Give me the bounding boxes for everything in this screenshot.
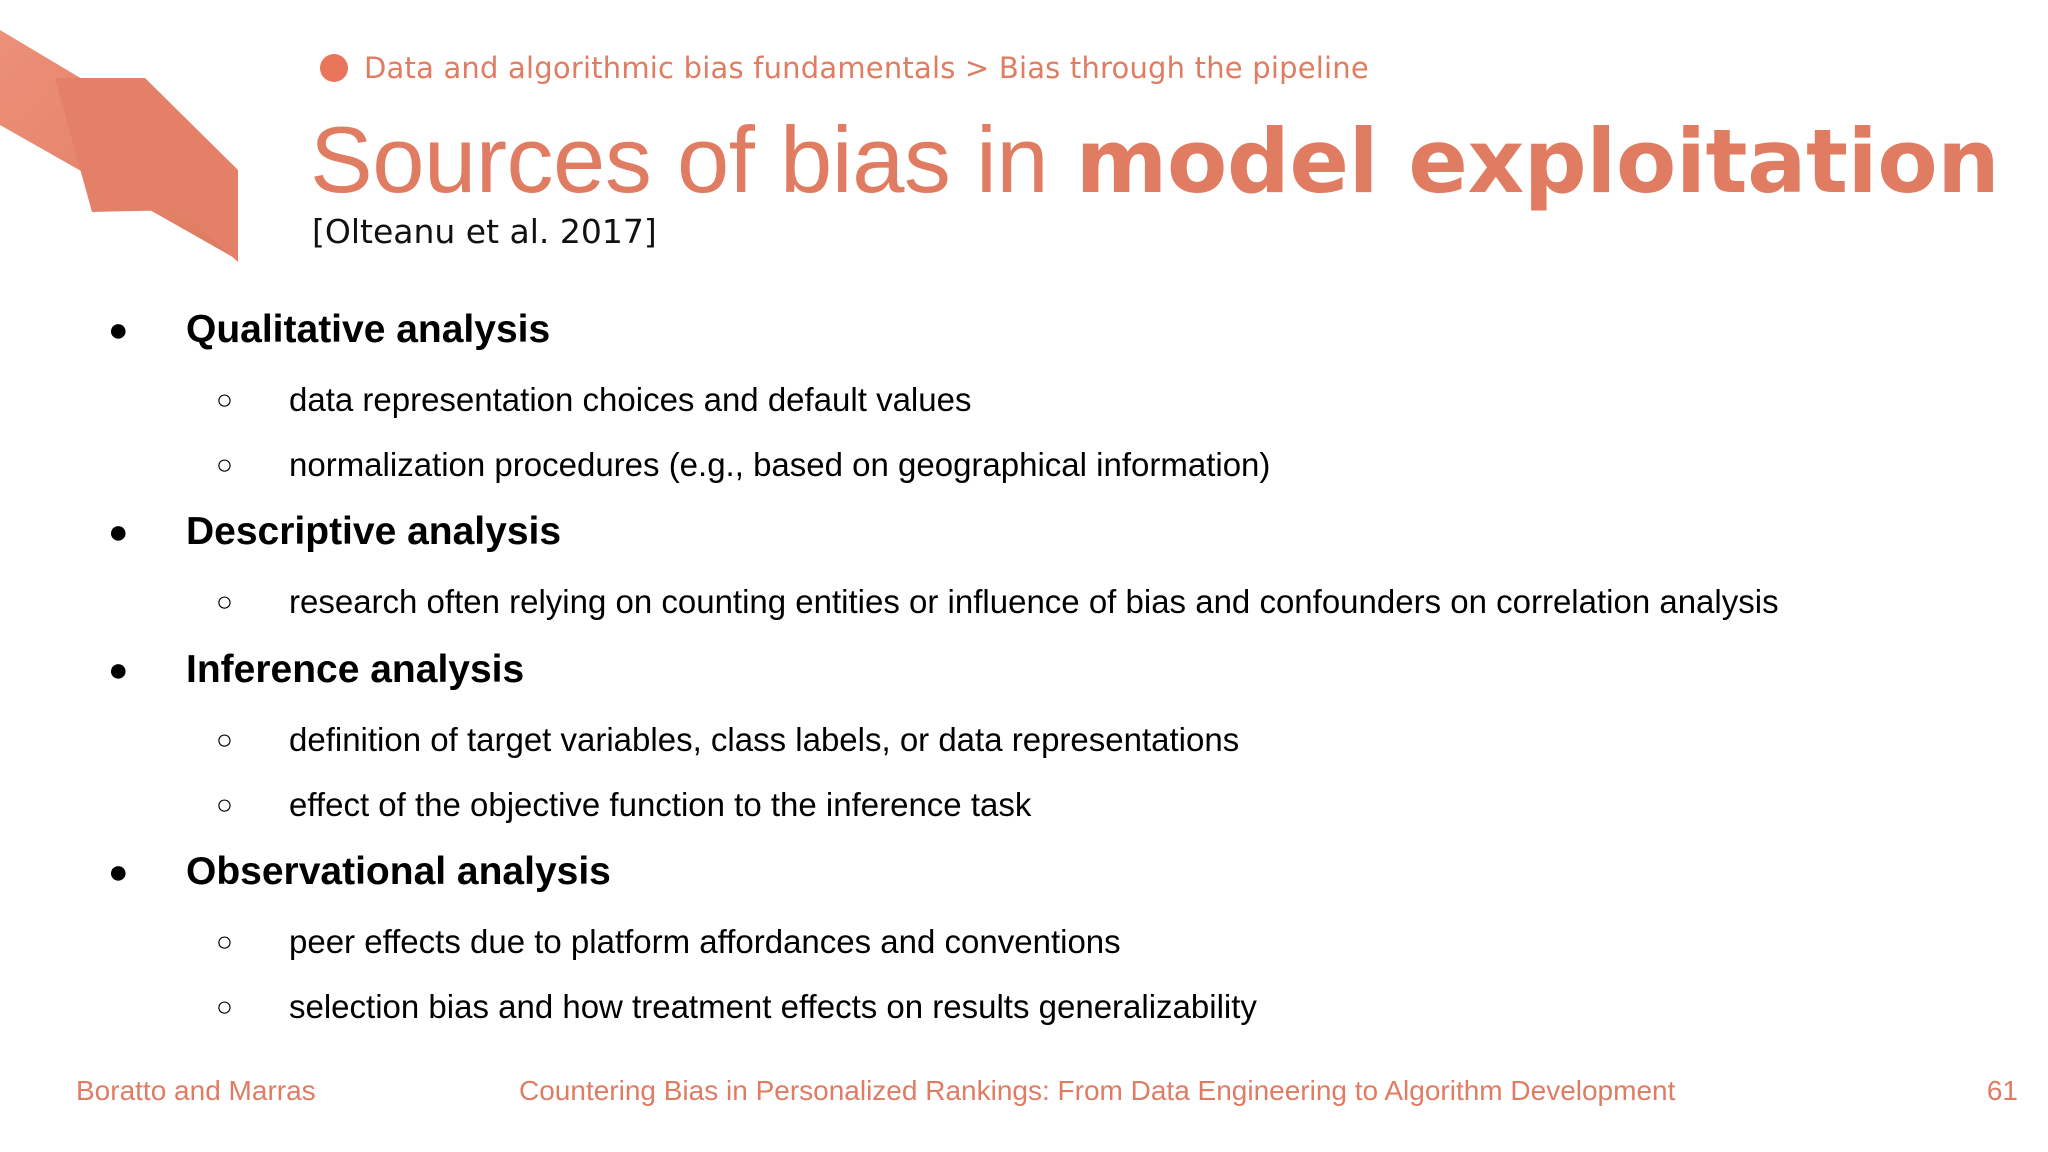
list-item-text: data representation choices and default values — [289, 381, 972, 418]
decorative-corner-shape — [0, 0, 240, 265]
sub-bullet-icon: ○ — [216, 991, 233, 1022]
section-heading: Observational analysis — [186, 850, 611, 893]
breadcrumb-text: Data and algorithmic bias fundamentals > Bias through the pipeline — [364, 51, 1369, 85]
deco-stripe-front — [55, 78, 238, 262]
footer — [0, 1075, 2048, 1115]
sub-bullet-icon: ○ — [216, 449, 233, 480]
list-item-text: definition of target variables, class labels, or data representations — [289, 721, 1240, 758]
title-bold-part: model exploitation — [1075, 110, 2000, 213]
breadcrumb — [320, 48, 1369, 88]
bullet-icon: ● — [108, 852, 129, 891]
list-item-text: peer effects due to platform affordances and conventions — [289, 923, 1121, 960]
bullet-icon: ● — [108, 512, 129, 551]
list-item-text: normalization procedures (e.g., based on geographical information) — [289, 446, 1271, 483]
list-item-text: research often relying on counting entities or influence of bias and confounders on correlation analysis — [289, 583, 1779, 620]
breadcrumb-dot-icon — [320, 54, 348, 82]
sub-bullet-icon: ○ — [216, 789, 233, 820]
title-light-part: Sources of bias in — [310, 107, 1049, 212]
bullet-icon: ● — [108, 310, 129, 349]
sub-bullet-icon: ○ — [216, 724, 233, 755]
section-heading: Descriptive analysis — [186, 510, 562, 553]
sub-bullet-icon: ○ — [216, 384, 233, 415]
section-heading: Inference analysis — [186, 648, 525, 691]
list-item-text: effect of the objective function to the inference task — [289, 786, 1032, 823]
slide-title — [310, 108, 1999, 211]
footer-title: Countering Bias in Personalized Rankings: From Data Engineering to Algorithm Development — [519, 1075, 1676, 1106]
sub-bullet-icon: ○ — [216, 926, 233, 957]
footer-authors: Boratto and Marras — [76, 1075, 316, 1106]
page-number: 61 — [1986, 1075, 2018, 1106]
citation: [Olteanu et al. 2017] — [312, 212, 657, 251]
list-item-text: selection bias and how treatment effects on results generalizability — [289, 988, 1257, 1025]
section-heading: Qualitative analysis — [186, 308, 551, 351]
sub-bullet-icon: ○ — [216, 586, 233, 617]
bullet-icon: ● — [108, 650, 129, 689]
